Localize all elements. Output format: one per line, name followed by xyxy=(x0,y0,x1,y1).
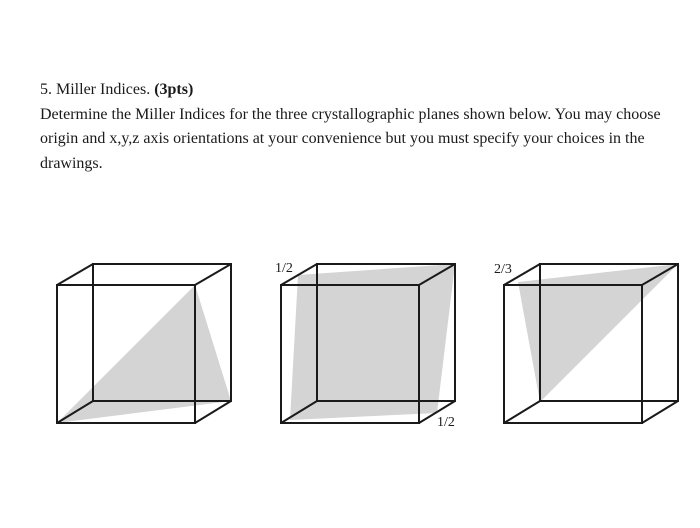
problem-points: (3pts) xyxy=(154,81,194,98)
cube-2 xyxy=(275,261,455,430)
cube-2-label-bottom: 1/2 xyxy=(437,415,455,430)
problem-instructions: Determine the Miller Indices for the three crystallographic planes shown below. You may choose origin and x,y,z axis orientations at your convenience but you must specify your choices in the drawings. xyxy=(40,105,661,172)
cube-3 xyxy=(494,262,678,423)
problem-title: 5. Miller Indices. xyxy=(40,81,151,98)
cube-1 xyxy=(57,264,231,423)
cube-2-plane xyxy=(290,264,455,420)
cube-1-plane xyxy=(57,285,231,423)
cube-3-label-top: 2/3 xyxy=(494,262,512,277)
cube-2-label-top: 1/2 xyxy=(275,261,293,276)
